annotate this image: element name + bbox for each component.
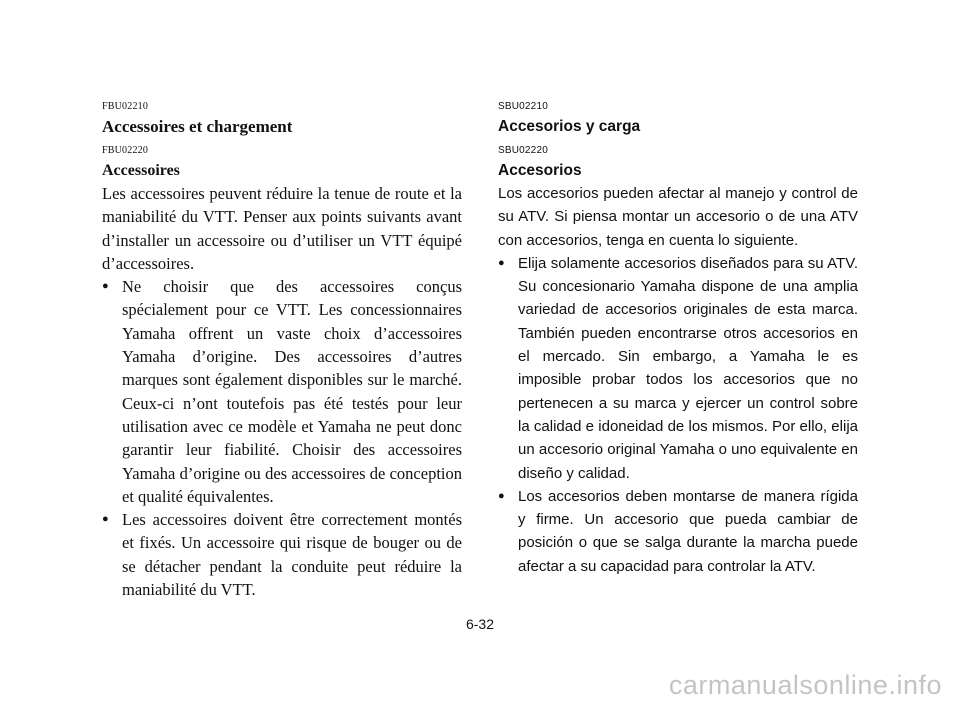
bullet-list [498,252,858,578]
page-number: 6-32 [465,616,495,632]
french-column [102,100,462,601]
section-title: Accesorios y carga [498,118,641,135]
list-item [102,508,462,601]
subsection-title: Accesorios [498,162,582,179]
list-item [498,252,858,485]
list-item-text: Los accesorios deben montarse de manera rígida y firme. Un accesorio que pueda cambiar de posición o que se salga durante la marcha puede afectar a su capacidad para controlar la ATV. [518,487,858,575]
list-item-text: Ne choisir que des accessoires conçus spécialement pour ce VTT. Les concessionnaires Yamaha offrent un vaste choix d’accessoires Yamaha d’origine. Des accessoires d’autres marques sont également disponibles sur le marché. Ceux-ci n’ont toutefois pas été testés pour leur utilisation avec ce modèle et Yamaha ne peut donc garantir leur fiabilité. Choisir des accessoires Yamaha d’origine ou des accessoires de conception et qualité équivalentes. [122,277,462,506]
spanish-column [498,100,858,578]
section-code: SBU02210 [498,101,548,112]
list-item-text: Les accessoires doivent être correctement montés et fixés. Un accessoire qui risque de bouger ou de se détacher pendant la conduite peut réduire la maniabilité du VTT. [122,510,462,600]
bullet-list [102,275,462,601]
watermark: carmanualsonline.info [668,670,942,700]
subsection-code: SBU02220 [498,145,548,156]
subsection-title: Accessoires [102,162,180,179]
subsection-code: FBU02220 [102,145,149,156]
intro-paragraph: Los accesorios pueden afectar al manejo y control de su ATV. Si piensa montar un accesorio o de una ATV con accesorios, tenga en cuenta lo siguiente. [498,185,858,249]
section-title: Accessoires et chargement [102,117,293,136]
list-item [102,275,462,508]
section-code: FBU02210 [102,101,149,112]
intro-paragraph: Les accessoires peuvent réduire la tenue de route et la maniabilité du VTT. Penser aux points suivants avant d’installer un accessoire ou d’utiliser un VTT équipé d’accessoires. [102,184,462,273]
list-item-text: Elija solamente accesorios diseñados para su ATV. Su concesionario Yamaha dispone de una amplia variedad de accesorios originales de esta marca. También pueden encontrarse otros accesorios en el mercado. Sin embargo, a Yamaha le es imposible probar todos los accesorios que no pertenecen a su marca y ejercer un control sobre la calidad e idoneidad de los mismos. Por ello, elija un accesorio original Yamaha o uno equivalente en diseño y calidad. [518,254,858,482]
list-item [498,485,858,578]
